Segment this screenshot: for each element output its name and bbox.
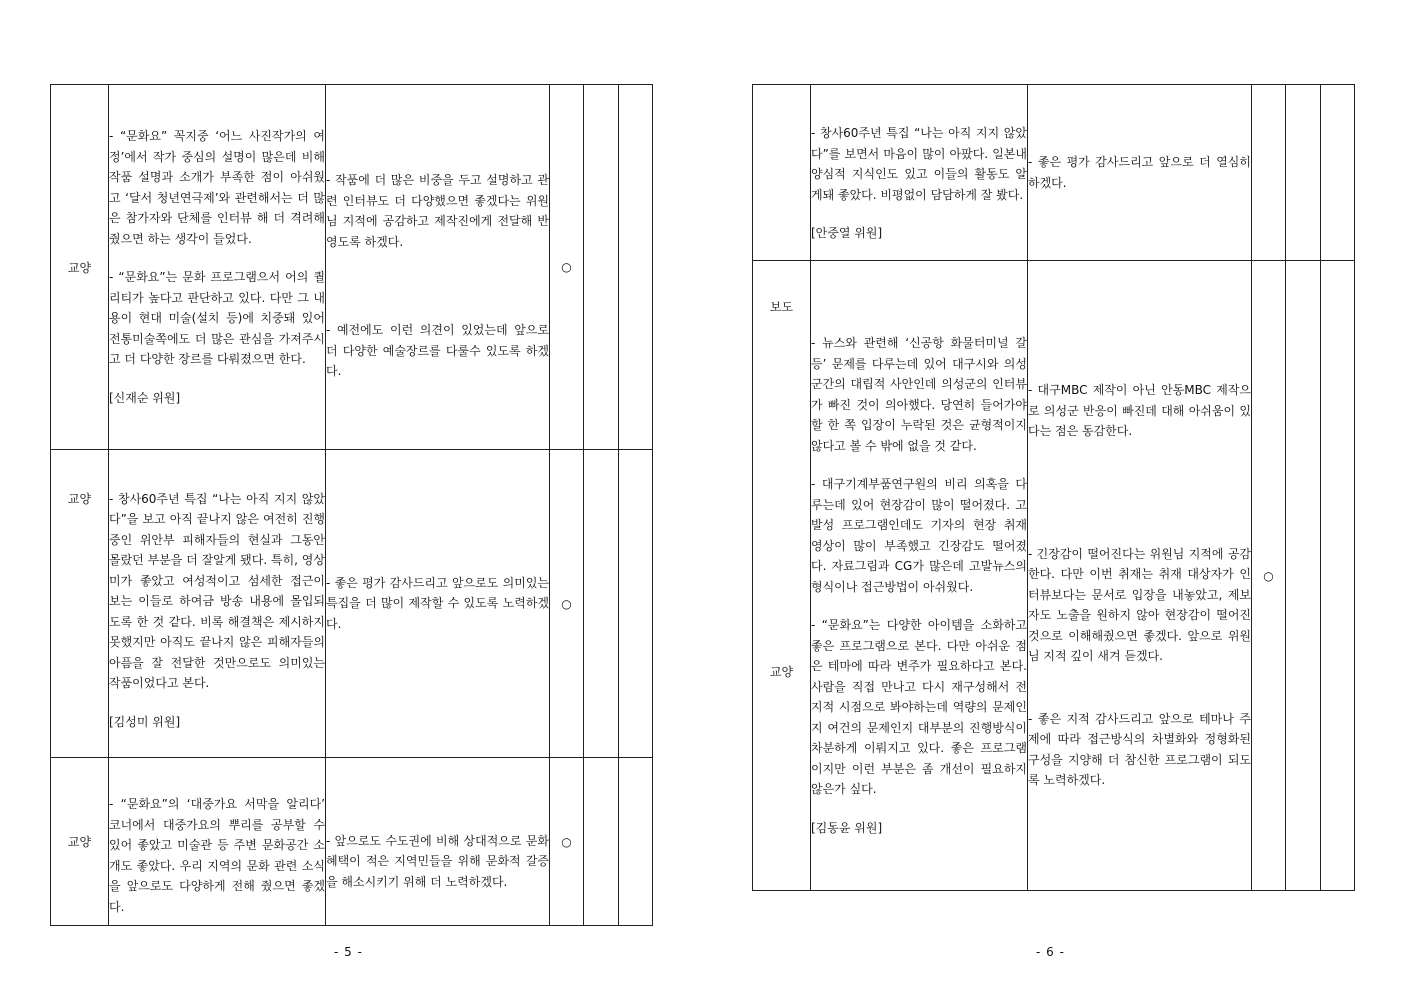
category-label: 보도: [769, 300, 794, 314]
category-cell: 교양: [51, 758, 109, 926]
empty-cell: [584, 85, 619, 450]
reply-text: - 좋은 평가 감사드리고 앞으로도 의미있는 특집을 더 많이 제작할 수 있도록 노력하겠다.: [326, 575, 549, 631]
opinion-cell: [811, 261, 1028, 891]
category-cell: [753, 85, 811, 261]
member-signature: [안중열 위원]: [811, 226, 883, 241]
mark-cell: [1252, 85, 1286, 261]
table-row: [51, 450, 653, 758]
opinion-text: - “문화요”는 다양한 아이템을 소화하고 좋은 프로그램으로 본다. 다만 아쉬운 점은 테마에 따라 변주가 필요하다고 본다. 사람을 직접 만나고 다시 재구성해서 전지적 시점으로 봐야하는데 역량의 문제인지 여건의 문제인지 대부분의 진행방식이 차분하게 이뤄지고 있다. 좋은 프로그램이지만 이런 부분은 좀 개선이 필요하지 않은가 싶다.: [811, 618, 1027, 796]
page-6: [752, 84, 1355, 891]
page-number: - 5 -: [334, 945, 363, 959]
category-cell: 교양: [51, 85, 109, 450]
member-signature: [김성미 위원]: [109, 714, 181, 729]
reply-text: - 좋은 평가 감사드리고 앞으로 더 열심히 하겠다.: [1028, 155, 1251, 190]
reply-text: - 예전에도 이런 의견이 있었는데 앞으로 더 다양한 예술장르를 다룰수 있도록 하겠다.: [326, 323, 549, 379]
opinion-text: - “문화요”는 문화 프로그램으서 어의 퀄리티가 높다고 판단하고 있다. 다만 그 내용이 현대 미술(설치 등)에 치중돼 있어 전통미술쪽에도 더 많은 관심을 가져주시고 더 다양한 장르를 다뤄졌으면 한다.: [109, 270, 325, 366]
table-row: [753, 85, 1355, 261]
opinion-text: - “문화요”의 ‘대중가요 서막을 알리다’ 코너에서 대중가요의 뿌리를 공부할 수 있어 좋았고 미술관 등 주변 문화공간 소개도 좋았다. 우리 지역의 문화 관련 소식을 앞으로도 다양하게 전해 줬으면 좋겠다.: [109, 797, 325, 914]
empty-cell: [584, 450, 619, 758]
mark-cell: ○: [550, 758, 584, 926]
opinion-cell: [811, 85, 1028, 261]
empty-cell: [1286, 261, 1321, 891]
opinion-text: - 대구기계부품연구원의 비리 의혹을 다루는데 있어 현장감이 많이 떨어졌다. 고발성 프로그램인데도 기자의 현장 취재 영상이 많이 부족했고 긴장감도 떨어졌다. 자료그림과 CG가 많은데 고발뉴스의 형식이나 접근방법이 아쉬웠다.: [811, 477, 1027, 594]
reply-text: - 긴장감이 떨어진다는 위원님 지적에 공감한다. 다만 이번 취재는 취재 대상자가 인터뷰보다는 문서로 입장을 내놓았고, 제보자도 노출을 원하지 않아 현장감이 떨어진 것으로 이해해줬으면 좋겠다. 앞으로 위원님 지적 깊이 새겨 듣겠다.: [1028, 546, 1251, 664]
mark-cell: ○: [550, 85, 584, 450]
review-table: [50, 84, 653, 926]
empty-cell: [619, 758, 653, 926]
empty-cell: [619, 85, 653, 450]
table-row: [51, 85, 653, 450]
empty-cell: [584, 758, 619, 926]
page-number: - 6 -: [1036, 945, 1065, 959]
mark-cell: ○: [550, 450, 584, 758]
opinion-cell: [109, 85, 326, 450]
empty-cell: [1321, 261, 1355, 891]
opinion-cell: [109, 450, 326, 758]
reply-cell: [1028, 85, 1252, 261]
page-5: [50, 84, 653, 926]
reply-cell: [326, 85, 550, 450]
mark-cell: ○: [1252, 261, 1286, 891]
opinion-text: - 뉴스와 관련해 ‘신공항 화물터미널 갈등’ 문제를 다루는데 있어 대구시와 의성군간의 대립적 사안인데 의성군의 인터뷰가 빠진 것이 의아했다. 당연히 들어가야할 한 쪽 입장이 누락된 것은 균형적이지 않다고 볼 수 밖에 없을 것 같다.: [811, 336, 1027, 453]
member-signature: [김동윤 위원]: [811, 820, 883, 835]
reply-text: - 앞으로도 수도권에 비해 상대적으로 문화혜택이 적은 지역민들을 위해 문화적 갈증을 해소시키기 위해 더 노력하겠다.: [326, 833, 549, 889]
empty-cell: [619, 450, 653, 758]
table-row: [51, 758, 653, 926]
reply-text: - 대구MBC 제작이 아닌 안동MBC 제작으로 의성군 반응이 빠진데 대해 아쉬움이 있다는 점은 동감한다.: [1028, 383, 1251, 439]
empty-cell: [1286, 85, 1321, 261]
opinion-text: - 창사60주년 특집 “나는 아직 지지 않았다”을 보고 아직 끝나지 않은 여전히 진행중인 위안부 피해자들의 현실과 그동안 몰랐던 부분을 더 잘알게 됐다. 특히, 영상미가 좋았고 여성적이고 섬세한 접근이 보는 이들로 하여금 방송 내용에 몰입되도록 한 것 같다. 비록 해결책은 제시하지 못했지만 아직도 끝나지 않은 피해자들의 아픔을 잘 전달한 것만으로도 의미있는 작품이었다고 본다.: [109, 491, 325, 691]
opinion-text: - “문화요” 꼭지중 ‘어느 사진작가의 여정’에서 작가 중심의 설명이 많은데 비해 작품 설명과 소개가 부족한 점이 아쉬웠고 ‘달서 청년연극제’와 관련해서는 더 많은 참가자와 단체를 인터뷰 해 더 격려해줬으면 하는 생각이 들었다.: [109, 129, 325, 246]
table-row: [753, 261, 1355, 891]
reply-text: - 작품에 더 많은 비중을 두고 설명하고 관련 인터뷰도 더 다양했으면 좋겠다는 위원님 지적에 공감하고 제작진에게 전달해 반영도록 하겠다.: [326, 173, 549, 249]
review-table: [752, 84, 1355, 891]
member-signature: [신재순 위원]: [109, 390, 181, 405]
reply-cell: [326, 450, 550, 758]
opinion-cell: [109, 758, 326, 926]
empty-cell: [1321, 85, 1355, 261]
opinion-text: - 창사60주년 특집 “나는 아직 지지 않았다”를 보면서 마음이 많이 아팠다. 일본내 양심적 지식인도 있고 이들의 활동도 알게돼 좋았다. 비평없이 담담하게 잘 봤다.: [811, 126, 1027, 202]
category-label: 교양: [769, 665, 794, 679]
category-cell: [753, 261, 811, 891]
reply-cell: [1028, 261, 1252, 891]
reply-cell: [326, 758, 550, 926]
category-cell: 교양: [51, 450, 109, 758]
reply-text: - 좋은 지적 감사드리고 앞으로 테마나 주제에 따라 접근방식의 차별화와 정형화된 구성을 지양해 더 참신한 프로그램이 되도록 노력하겠다.: [1028, 711, 1251, 788]
